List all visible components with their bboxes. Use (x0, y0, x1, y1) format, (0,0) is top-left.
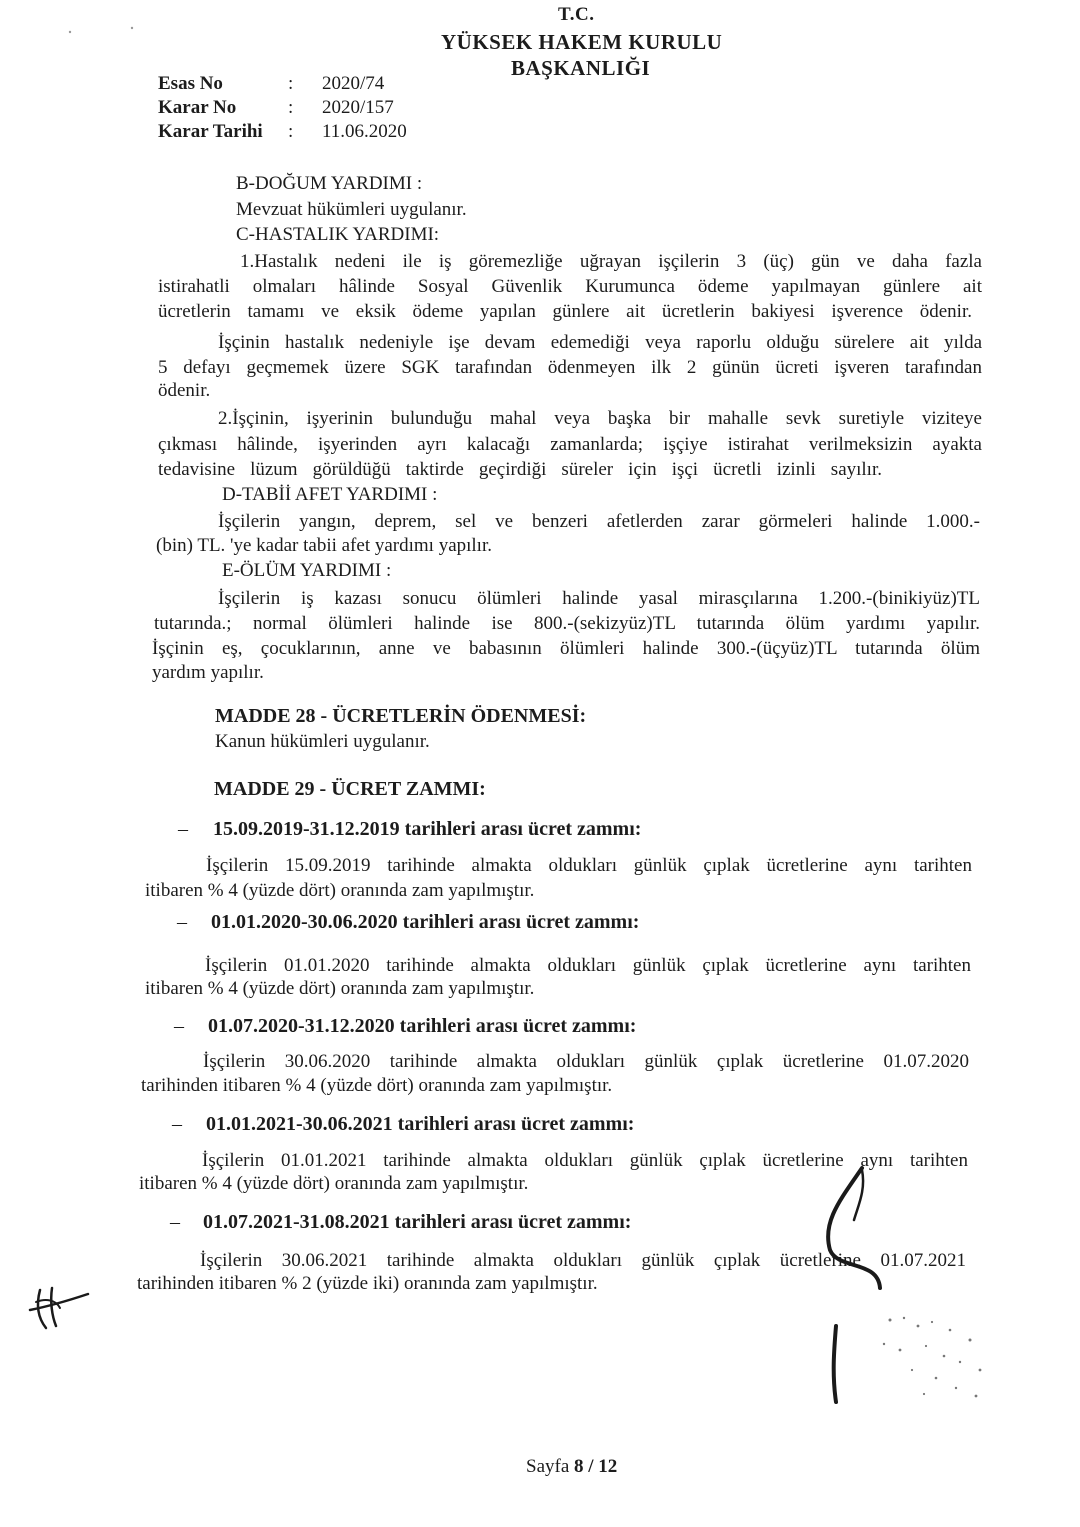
item-dash: – (178, 818, 188, 840)
raise-line: tarihinden itibaren % 4 (yüzde dört) oranında zam yapılmıştır. (141, 1075, 613, 1096)
item-dash: – (177, 911, 187, 933)
section-b-text: Mevzuat hükümleri uygulanır. (236, 199, 467, 220)
c1b-line: 5 defayı geçmemek üzere SGK tarafından ödenmeyen ilk 2 günün ücreti işveren tarafından (158, 357, 982, 378)
raise-heading: 01.01.2020-30.06.2020 tarihleri arası ücret zammı: (211, 911, 640, 933)
karar-value: 2020/157 (322, 97, 394, 118)
page-label: Sayfa (526, 1456, 570, 1477)
raise-line: itibaren % 4 (yüzde dört) oranında zam yapılmıştır. (139, 1173, 529, 1194)
section-c-title: C-HASTALIK YARDIMI: (236, 224, 440, 245)
raise-line: İşçilerin 30.06.2021 tarihinde almakta oldukları günlük çıplak ücretlerine 01.07.2021 (200, 1250, 966, 1271)
raise-line: İşçilerin 01.01.2021 tarihinde almakta oldukları günlük çıplak ücretlerine aynı tarihten (202, 1150, 968, 1171)
raise-line: tarihinden itibaren % 2 (yüzde iki) oranında zam yapılmıştır. (137, 1273, 598, 1294)
page-number (526, 1456, 617, 1478)
section-b-title: B-DOĞUM YARDIMI : (236, 173, 423, 194)
esas-value: 2020/74 (322, 73, 385, 94)
c2-line: tedavisine lüzum görüldüğü taktirde geçirdiği süreler için işçi ücretli izinli sayılır. (158, 459, 882, 480)
raise-heading: 01.01.2021-30.06.2021 tarihleri arası ücret zammı: (206, 1113, 635, 1135)
header-tc: T.C. (558, 4, 595, 25)
madde28-text: Kanun hükümleri uygulanır. (215, 731, 430, 752)
signature-right (800, 1160, 920, 1300)
c1-line: ücretlerin tamamı ve eksik ödeme yapılan günlere ait ücretlerin bakiyesi işverence ödenir. (158, 301, 972, 322)
karar-colon: : (288, 97, 294, 118)
madde29-title: MADDE 29 - ÜCRET ZAMMI: (214, 778, 486, 800)
raise-line: İşçilerin 15.09.2019 tarihinde almakta oldukları günlük çıplak ücretlerine aynı tarihten (206, 855, 972, 876)
e-line: İşçinin eş, çocuklarının, anne ve babasının ölümleri halinde 300.-(üçyüz)TL tutarında ölüm (152, 638, 980, 659)
tarih-label: Karar Tarihi (158, 121, 263, 142)
section-d-title: D-TABİİ AFET YARDIMI : (222, 484, 438, 505)
initials-left (26, 1280, 96, 1340)
item-dash: – (170, 1211, 180, 1233)
d-line: (bin) TL. 'ye kadar tabii afet yardımı yapılır. (156, 535, 492, 556)
e-line: İşçilerin iş kazası sonucu ölümleri halinde yasal mirasçılarına 1.200.-(binikiyüz)TL (218, 588, 980, 609)
page-current: 8 (574, 1456, 584, 1477)
item-dash: – (174, 1015, 184, 1037)
c2-line: çıkması hâlinde, işyerinden ayrı kalacağı zamanlarda; işçiye istirahat verilmeksizin ayakta (158, 434, 982, 455)
esas-label: Esas No (158, 73, 223, 94)
faded-stamp (860, 1300, 1000, 1410)
c1b-line: ödenir. (158, 380, 211, 401)
tarih-colon: : (288, 121, 294, 142)
header-office: BAŞKANLIĞI (511, 56, 651, 80)
d-line: İşçilerin yangın, deprem, sel ve benzeri afetlerden zarar görmeleri halinde 1.000.- (218, 511, 980, 532)
page-total: 12 (598, 1456, 618, 1477)
esas-colon: : (288, 73, 294, 94)
raise-line: itibaren % 4 (yüzde dört) oranında zam yapılmıştır. (145, 978, 535, 999)
c2-line: 2.İşçinin, işyerinin bulunduğu mahal veya başka bir mahalle sevk suretiyle viziteye (218, 408, 982, 429)
signature-mark-lower (818, 1320, 858, 1410)
e-line: yardım yapılır. (152, 662, 264, 683)
e-line: tutarında.; normal ölümleri halinde ise 800.-(sekizyüz)TL tutarında ölüm yardımı yapılır. (154, 613, 980, 634)
raise-line: İşçilerin 30.06.2020 tarihinde almakta oldukları günlük çıplak ücretlerine 01.07.2020 (203, 1051, 969, 1072)
raise-line: İşçilerin 01.01.2020 tarihinde almakta oldukları günlük çıplak ücretlerine aynı tarihten (205, 955, 971, 976)
raise-heading: 01.07.2021-31.08.2021 tarihleri arası ücret zammı: (203, 1211, 632, 1233)
section-e-title: E-ÖLÜM YARDIMI : (222, 560, 392, 581)
page-separator: / (583, 1456, 599, 1477)
madde28-title: MADDE 28 - ÜCRETLERİN ÖDENMESİ: (215, 705, 587, 727)
c1b-line: İşçinin hastalık nedeniyle işe devam edemediği veya raporlu olduğu sürelere ait yılda (218, 332, 982, 353)
karar-label: Karar No (158, 97, 237, 118)
corner-specks (60, 20, 180, 50)
item-dash: – (172, 1113, 182, 1135)
tarih-value: 11.06.2020 (322, 121, 407, 142)
raise-line: itibaren % 4 (yüzde dört) oranında zam yapılmıştır. (145, 880, 535, 901)
c1-line: istirahatli olmaları hâlinde Sosyal Güvenlik Kurumunca ödeme yapılmayan günlere ait (158, 276, 982, 297)
raise-heading: 01.07.2020-31.12.2020 tarihleri arası ücret zammı: (208, 1015, 637, 1037)
header-board: YÜKSEK HAKEM KURULU (441, 30, 723, 54)
c1-line: 1.Hastalık nedeni ile iş göremezliğe uğrayan işçilerin 3 (üç) gün ve daha fazla (240, 251, 982, 272)
raise-heading: 15.09.2019-31.12.2019 tarihleri arası ücret zammı: (213, 818, 642, 840)
